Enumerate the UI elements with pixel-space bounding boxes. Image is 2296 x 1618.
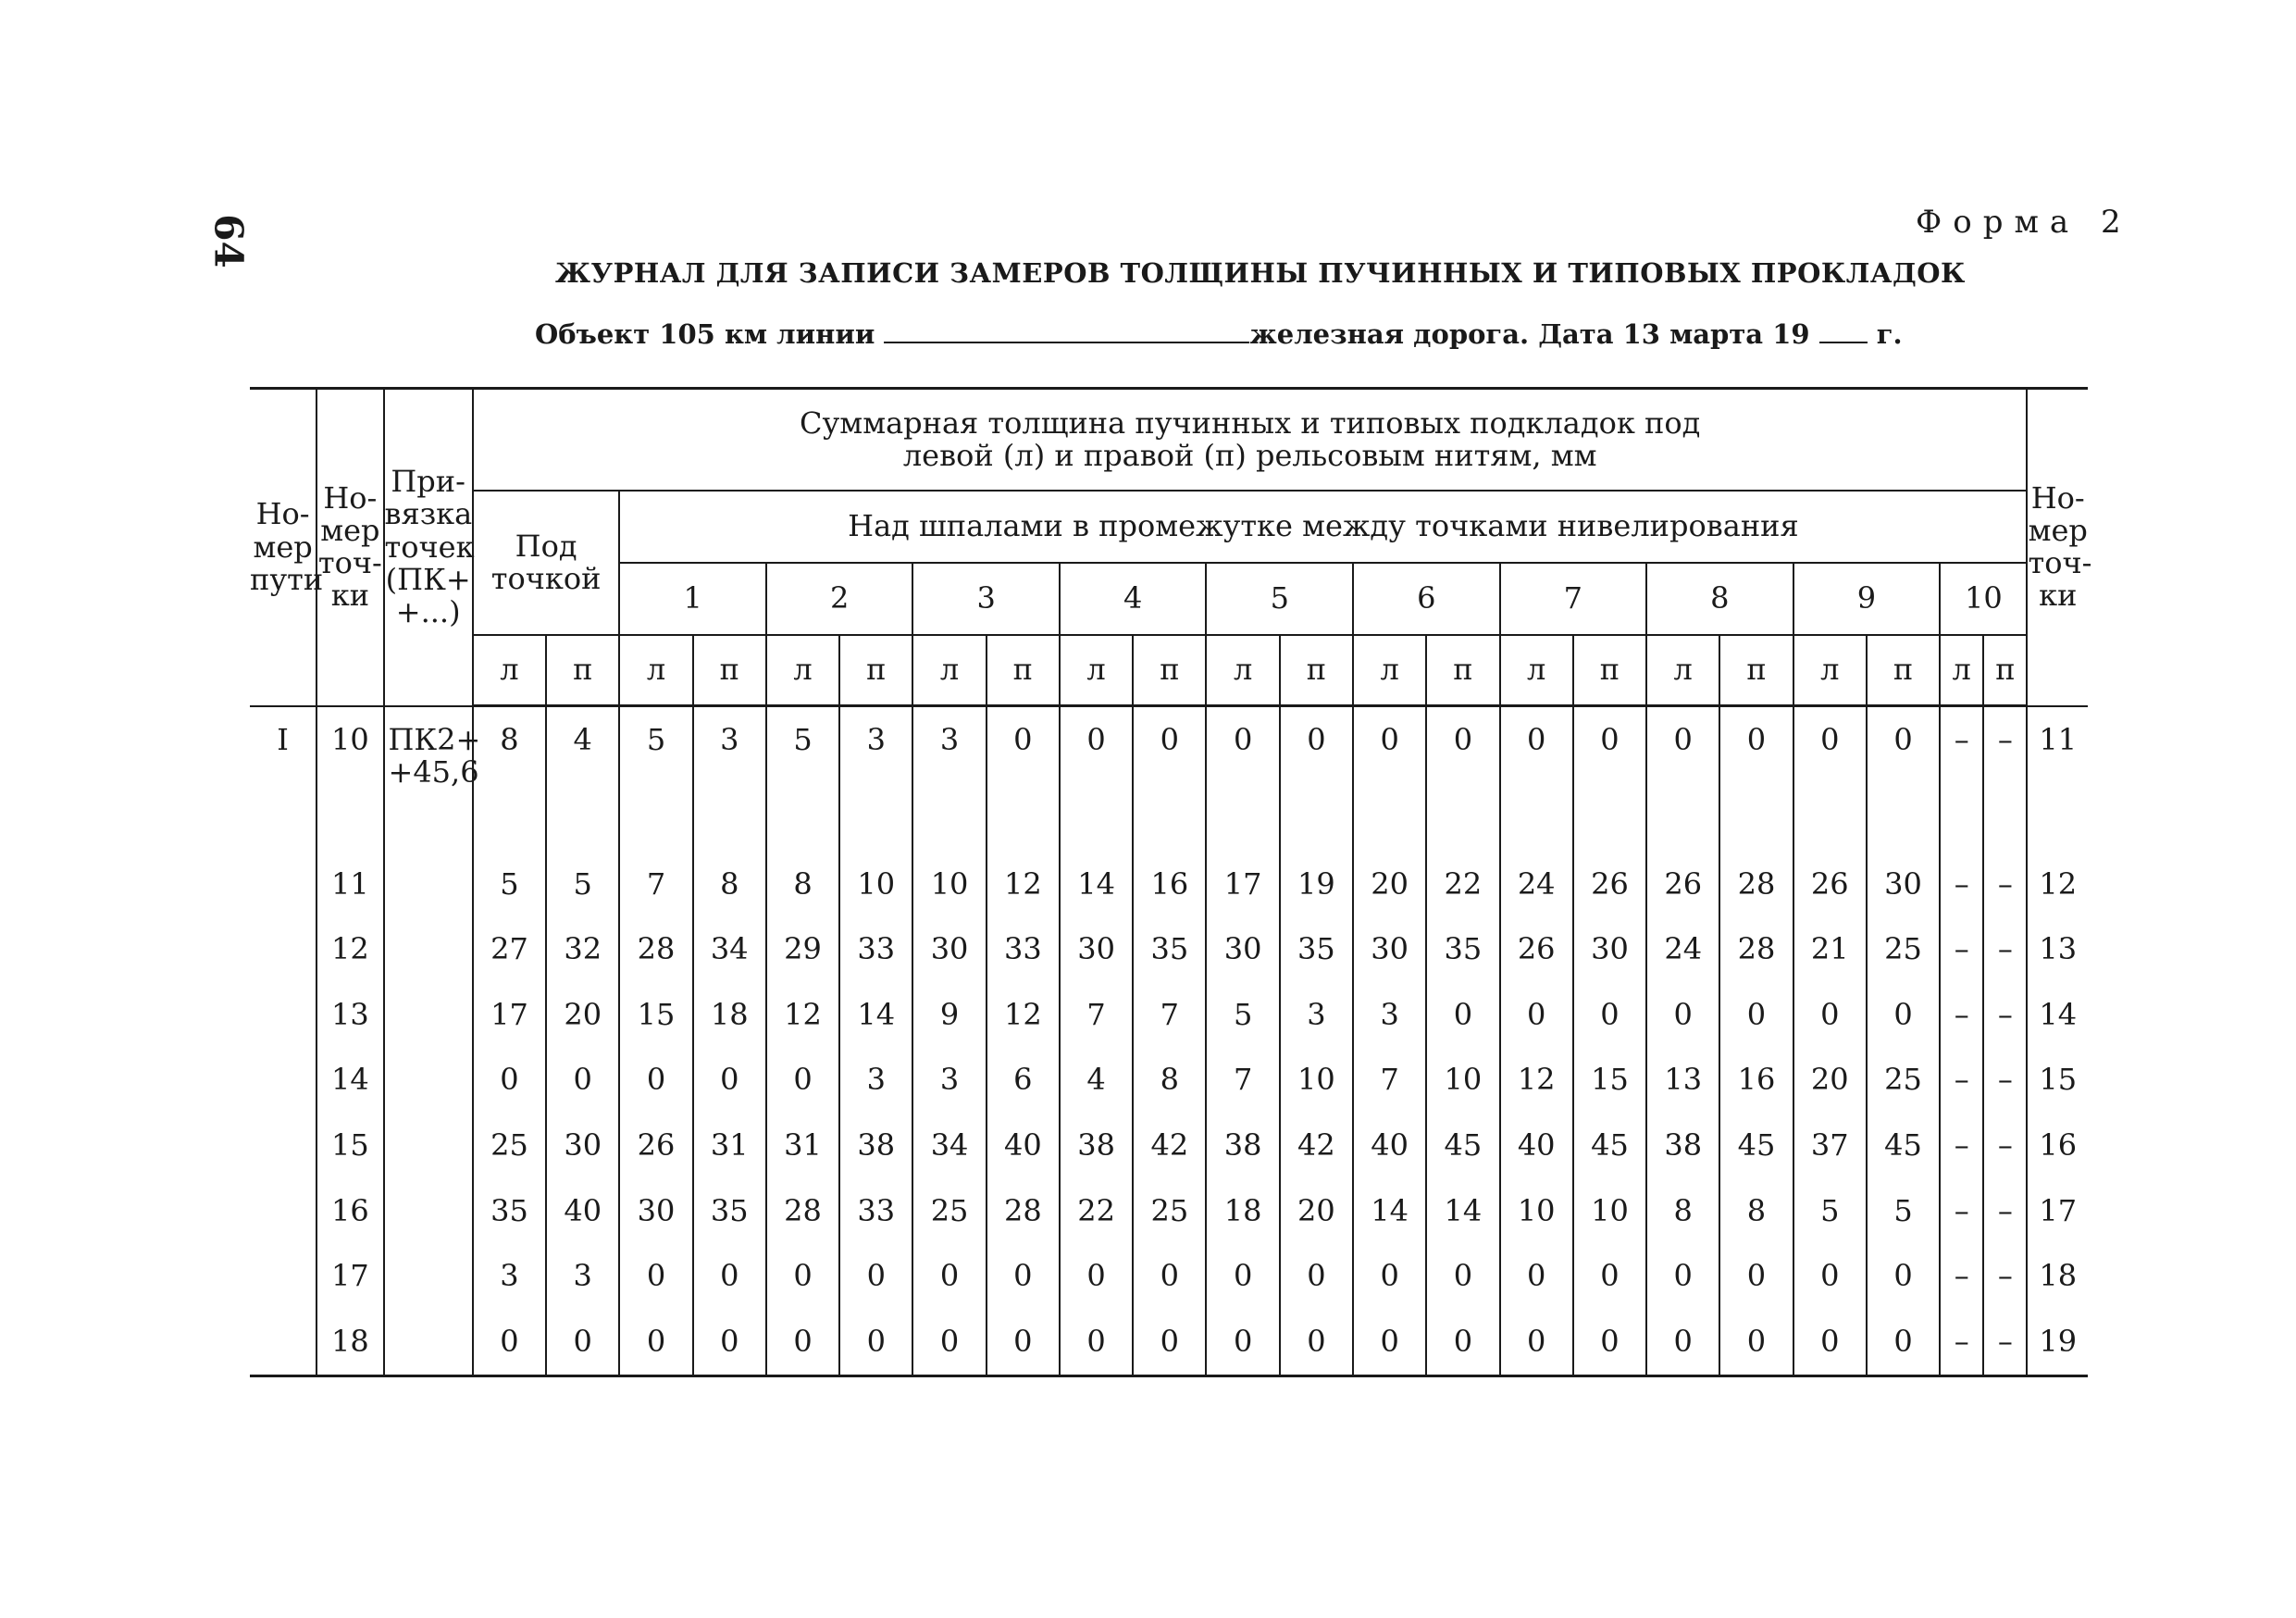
value-cell: 26	[1500, 917, 1573, 983]
value-cell: 0	[839, 1244, 912, 1310]
value-cell: 0	[1133, 1244, 1206, 1310]
value-cell: 0	[1060, 1244, 1133, 1310]
value-cell: 8	[1133, 1048, 1206, 1114]
value-cell: 40	[1353, 1113, 1426, 1178]
value-cell: 0	[839, 1309, 912, 1375]
table-row	[250, 917, 2088, 983]
value-cell: 28	[766, 1178, 839, 1244]
header-p-8: п	[1719, 635, 1793, 706]
value-cell: –	[1940, 982, 1983, 1048]
value-cell: 3	[1353, 982, 1426, 1048]
picket-binding-cell	[384, 917, 473, 983]
value-cell: 35	[693, 1178, 766, 1244]
header-group-6: 6	[1353, 563, 1500, 635]
value-cell: 5	[546, 852, 619, 917]
value-cell: 14	[1426, 1178, 1499, 1244]
value-cell: 5	[619, 706, 692, 853]
value-cell: 25	[1867, 917, 1940, 983]
value-cell: 9	[912, 982, 986, 1048]
value-cell: 0	[473, 1309, 546, 1375]
value-cell: 8	[766, 852, 839, 917]
header-l-0: л	[473, 635, 546, 706]
value-cell: 26	[1573, 852, 1646, 917]
picket-binding-cell	[384, 1178, 473, 1244]
value-cell: 0	[546, 1309, 619, 1375]
value-cell: 4	[1060, 1048, 1133, 1114]
header-group-5: 5	[1206, 563, 1353, 635]
header-p-3: п	[987, 635, 1060, 706]
value-cell: 40	[1500, 1113, 1573, 1178]
header-l-3: л	[912, 635, 986, 706]
value-cell: 32	[546, 917, 619, 983]
header-l-6: л	[1353, 635, 1426, 706]
track-number-cell	[250, 1048, 316, 1114]
year-blank	[1819, 319, 1868, 343]
header-right-point-number: Но-мер точ-ки	[2027, 389, 2088, 706]
value-cell: 5	[1867, 1178, 1940, 1244]
header-between-sleepers: Над шпалами в промежутке между точками нивелирования	[619, 491, 2027, 563]
document-title: ЖУРНАЛ ДЛЯ ЗАПИСИ ЗАМЕРОВ ТОЛЩИНЫ ПУЧИННЫХ И ТИПОВЫХ ПРОКЛАДОК	[555, 257, 1966, 289]
value-cell: 40	[546, 1178, 619, 1244]
value-cell: 42	[1133, 1113, 1206, 1178]
header-p-10: п	[1983, 635, 2027, 706]
value-cell: 28	[1719, 917, 1793, 983]
value-cell: 8	[1719, 1178, 1793, 1244]
value-cell: 3	[693, 706, 766, 853]
value-cell: 25	[912, 1178, 986, 1244]
value-cell: –	[1983, 1048, 2027, 1114]
value-cell: –	[1983, 917, 2027, 983]
value-cell: 20	[1353, 852, 1426, 917]
value-cell: 35	[1280, 917, 1353, 983]
page-number: 64	[205, 214, 252, 268]
value-cell: 0	[1867, 982, 1940, 1048]
value-cell: 10	[912, 852, 986, 917]
next-point-number-cell: 17	[2027, 1178, 2088, 1244]
value-cell: 7	[1353, 1048, 1426, 1114]
value-cell: 3	[912, 1048, 986, 1114]
value-cell: 12	[987, 852, 1060, 917]
picket-binding-cell	[384, 1244, 473, 1310]
value-cell: 30	[1353, 917, 1426, 983]
point-number-cell: 15	[316, 1113, 383, 1178]
value-cell: 3	[912, 706, 986, 853]
picket-binding-cell	[384, 1113, 473, 1178]
value-cell: 0	[1280, 706, 1353, 853]
header-group-10: 10	[1940, 563, 2027, 635]
value-cell: 19	[1280, 852, 1353, 917]
value-cell: 0	[1573, 706, 1646, 853]
point-number-cell: 11	[316, 852, 383, 917]
track-number-cell	[250, 852, 316, 917]
next-point-number-cell: 12	[2027, 852, 2088, 917]
value-cell: 5	[766, 706, 839, 853]
value-cell: –	[1940, 852, 1983, 917]
value-cell: 28	[1719, 852, 1793, 917]
value-cell: –	[1940, 1178, 1983, 1244]
next-point-number-cell: 15	[2027, 1048, 2088, 1114]
header-group-4: 4	[1060, 563, 1207, 635]
header-group-3: 3	[912, 563, 1060, 635]
value-cell: 26	[1646, 852, 1719, 917]
header-p-0: п	[546, 635, 619, 706]
value-cell: 33	[839, 917, 912, 983]
value-cell: 27	[473, 917, 546, 983]
table-row	[250, 1244, 2088, 1310]
value-cell: 35	[1133, 917, 1206, 983]
value-cell: 20	[546, 982, 619, 1048]
value-cell: –	[1983, 1113, 2027, 1178]
next-point-number-cell: 14	[2027, 982, 2088, 1048]
value-cell: 0	[912, 1309, 986, 1375]
picket-binding-cell	[384, 1309, 473, 1375]
value-cell: –	[1940, 917, 1983, 983]
value-cell: 8	[1646, 1178, 1719, 1244]
value-cell: 14	[839, 982, 912, 1048]
point-number-cell: 13	[316, 982, 383, 1048]
track-number-cell	[250, 1244, 316, 1310]
value-cell: –	[1983, 852, 2027, 917]
value-cell: 0	[1133, 706, 1206, 853]
value-cell: 0	[546, 1048, 619, 1114]
value-cell: –	[1940, 1244, 1983, 1310]
value-cell: 0	[1206, 1244, 1279, 1310]
header-point-number: Но-мер точ-ки	[316, 389, 383, 706]
value-cell: 0	[987, 1244, 1060, 1310]
value-cell: 0	[693, 1244, 766, 1310]
track-number-cell	[250, 1309, 316, 1375]
value-cell: 45	[1426, 1113, 1499, 1178]
header-p-5: п	[1280, 635, 1353, 706]
value-cell: 0	[619, 1309, 692, 1375]
header-l-5: л	[1206, 635, 1279, 706]
value-cell: 5	[1206, 982, 1279, 1048]
table-row	[250, 1113, 2088, 1178]
value-cell: 38	[1060, 1113, 1133, 1178]
header-l-4: л	[1060, 635, 1133, 706]
header-binding: При-вязка точек (ПК+ +...)	[384, 389, 473, 706]
value-cell: 8	[693, 852, 766, 917]
value-cell: 0	[1280, 1309, 1353, 1375]
value-cell: 16	[1133, 852, 1206, 917]
value-cell: 33	[839, 1178, 912, 1244]
value-cell: 0	[1573, 982, 1646, 1048]
header-p-7: п	[1573, 635, 1646, 706]
value-cell: 7	[619, 852, 692, 917]
track-number-cell	[250, 1178, 316, 1244]
line-name-blank	[884, 319, 1249, 343]
value-cell: 34	[912, 1113, 986, 1178]
table-header	[250, 389, 2092, 706]
header-group-7: 7	[1500, 563, 1647, 635]
value-cell: 6	[987, 1048, 1060, 1114]
subtitle-object: Объект 105 км линии	[535, 318, 885, 350]
value-cell: 31	[693, 1113, 766, 1178]
value-cell: 0	[693, 1309, 766, 1375]
value-cell: –	[1940, 1309, 1983, 1375]
value-cell: 0	[1867, 1309, 1940, 1375]
value-cell: 0	[1060, 706, 1133, 853]
value-cell: 0	[1719, 982, 1793, 1048]
value-cell: 0	[1573, 1309, 1646, 1375]
value-cell: 28	[987, 1178, 1060, 1244]
header-l-9: л	[1793, 635, 1867, 706]
value-cell: 0	[1793, 982, 1867, 1048]
value-cell: 0	[1646, 1309, 1719, 1375]
value-cell: 0	[1793, 1244, 1867, 1310]
value-cell: 7	[1060, 982, 1133, 1048]
value-cell: 0	[1353, 1309, 1426, 1375]
value-cell: 33	[987, 917, 1060, 983]
value-cell: 34	[693, 917, 766, 983]
value-cell: 0	[766, 1309, 839, 1375]
value-cell: 42	[1280, 1113, 1353, 1178]
value-cell: 3	[1280, 982, 1353, 1048]
value-cell: 26	[619, 1113, 692, 1178]
value-cell: 0	[1426, 706, 1499, 853]
value-cell: 0	[987, 1309, 1060, 1375]
value-cell: –	[1983, 1178, 2027, 1244]
next-point-number-cell: 18	[2027, 1244, 2088, 1310]
value-cell: 15	[619, 982, 692, 1048]
next-point-number-cell: 16	[2027, 1113, 2088, 1178]
point-number-cell: 17	[316, 1244, 383, 1310]
next-point-number-cell: 19	[2027, 1309, 2088, 1375]
value-cell: 7	[1206, 1048, 1279, 1114]
value-cell: 17	[1206, 852, 1279, 917]
value-cell: 10	[1426, 1048, 1499, 1114]
value-cell: 30	[1206, 917, 1279, 983]
table-row	[250, 1178, 2088, 1244]
value-cell: 0	[1573, 1244, 1646, 1310]
value-cell: 0	[1500, 706, 1573, 853]
value-cell: 28	[619, 917, 692, 983]
value-cell: 0	[619, 1048, 692, 1114]
value-cell: 7	[1133, 982, 1206, 1048]
table-row	[250, 852, 2088, 917]
point-number-cell: 12	[316, 917, 383, 983]
point-number-cell: 18	[316, 1309, 383, 1375]
value-cell: 30	[546, 1113, 619, 1178]
value-cell: 0	[1867, 706, 1940, 853]
value-cell: 14	[1353, 1178, 1426, 1244]
track-number-cell: I	[277, 721, 289, 757]
value-cell: 26	[1793, 852, 1867, 917]
value-cell: –	[1983, 706, 2027, 853]
value-cell: 18	[693, 982, 766, 1048]
picket-binding-cell	[384, 982, 473, 1048]
value-cell: 18	[1206, 1178, 1279, 1244]
value-cell: 0	[912, 1244, 986, 1310]
value-cell: 10	[839, 852, 912, 917]
table-row	[250, 982, 2088, 1048]
value-cell: 3	[839, 706, 912, 853]
value-cell: 0	[1353, 1244, 1426, 1310]
value-cell: 35	[1426, 917, 1499, 983]
point-number-cell: 16	[316, 1178, 383, 1244]
picket-binding-cell	[384, 852, 473, 917]
subtitle-railway-date: железная дорога. Дата 13 марта 19	[1249, 318, 1819, 350]
value-cell: 24	[1500, 852, 1573, 917]
header-l-1: л	[619, 635, 692, 706]
value-cell: 0	[1060, 1309, 1133, 1375]
value-cell: –	[1983, 982, 2027, 1048]
value-cell: 13	[1646, 1048, 1719, 1114]
value-cell: 0	[1206, 706, 1279, 853]
value-cell: 8	[473, 706, 546, 853]
value-cell: 45	[1719, 1113, 1793, 1178]
form-label: Форма 2	[1916, 204, 2132, 241]
header-summary: Суммарная толщина пучинных и типовых подкладок под левой (л) и правой (п) рельсовым нитям, мм	[473, 389, 2028, 492]
value-cell: 17	[473, 982, 546, 1048]
subtitle-year-suffix: г.	[1867, 318, 1903, 350]
value-cell: 5	[1793, 1178, 1867, 1244]
value-cell: 3	[839, 1048, 912, 1114]
value-cell: 22	[1060, 1178, 1133, 1244]
value-cell: 0	[1646, 982, 1719, 1048]
value-cell: 0	[1426, 1309, 1499, 1375]
header-p-2: п	[839, 635, 912, 706]
value-cell: 38	[1646, 1113, 1719, 1178]
value-cell: 0	[1719, 1244, 1793, 1310]
value-cell: 10	[1280, 1048, 1353, 1114]
value-cell: 22	[1426, 852, 1499, 917]
value-cell: 25	[1867, 1048, 1940, 1114]
header-p-4: п	[1133, 635, 1206, 706]
header-l-2: л	[766, 635, 839, 706]
value-cell: 15	[1573, 1048, 1646, 1114]
header-l-7: л	[1500, 635, 1573, 706]
value-cell: 0	[1646, 1244, 1719, 1310]
header-l-8: л	[1646, 635, 1719, 706]
value-cell: 45	[1573, 1113, 1646, 1178]
value-cell: 0	[1500, 982, 1573, 1048]
header-p-1: п	[693, 635, 766, 706]
value-cell: –	[1940, 1048, 1983, 1114]
header-p-9: п	[1867, 635, 1940, 706]
track-number-cell	[250, 982, 316, 1048]
value-cell: 30	[619, 1178, 692, 1244]
value-cell: 40	[987, 1113, 1060, 1178]
value-cell: 12	[1500, 1048, 1573, 1114]
value-cell: 14	[1060, 852, 1133, 917]
value-cell: 25	[473, 1113, 546, 1178]
value-cell: 10	[1573, 1178, 1646, 1244]
value-cell: 0	[987, 706, 1060, 853]
point-number-cell: 14	[316, 1048, 383, 1114]
value-cell: 25	[1133, 1178, 1206, 1244]
picket-binding-cell	[384, 1048, 473, 1114]
value-cell: –	[1983, 1244, 2027, 1310]
value-cell: –	[1940, 706, 1983, 853]
value-cell: 3	[546, 1244, 619, 1310]
header-lp-row	[250, 635, 2088, 706]
header-l-10: л	[1940, 635, 1983, 706]
value-cell: 0	[1719, 706, 1793, 853]
table-body	[250, 706, 2088, 1376]
value-cell: 37	[1793, 1113, 1867, 1178]
value-cell: 0	[619, 1244, 692, 1310]
value-cell: 38	[839, 1113, 912, 1178]
value-cell: 0	[693, 1048, 766, 1114]
value-cell: 0	[1500, 1244, 1573, 1310]
value-cell: 30	[1573, 917, 1646, 983]
header-under-point: Под точкой	[473, 491, 620, 635]
value-cell: 45	[1867, 1113, 1940, 1178]
measurement-table	[250, 387, 2092, 1377]
value-cell: 31	[766, 1113, 839, 1178]
table-row	[250, 1048, 2088, 1114]
value-cell: 0	[1500, 1309, 1573, 1375]
value-cell: 0	[473, 1048, 546, 1114]
value-cell: 30	[912, 917, 986, 983]
value-cell: 0	[1719, 1309, 1793, 1375]
value-cell: 0	[1133, 1309, 1206, 1375]
header-group-8: 8	[1646, 563, 1793, 635]
value-cell: 20	[1280, 1178, 1353, 1244]
value-cell: 0	[1426, 1244, 1499, 1310]
value-cell: 5	[473, 852, 546, 917]
value-cell: 29	[766, 917, 839, 983]
value-cell: 0	[1646, 706, 1719, 853]
value-cell: 30	[1060, 917, 1133, 983]
track-number-cell	[250, 1113, 316, 1178]
header-group-2: 2	[766, 563, 913, 635]
value-cell: –	[1983, 1309, 2027, 1375]
value-cell: 3	[473, 1244, 546, 1310]
header-group-9: 9	[1793, 563, 1941, 635]
value-cell: 35	[473, 1178, 546, 1244]
value-cell: 21	[1793, 917, 1867, 983]
value-cell: 0	[1867, 1244, 1940, 1310]
value-cell: 0	[1353, 706, 1426, 853]
header-track-number: Но-мер пути	[250, 389, 316, 706]
value-cell: 38	[1206, 1113, 1279, 1178]
value-cell: 12	[766, 982, 839, 1048]
document-subtitle	[535, 318, 1903, 350]
header-p-6: п	[1426, 635, 1499, 706]
next-point-number-cell: 13	[2027, 917, 2088, 983]
table-row	[250, 1309, 2088, 1375]
value-cell: 0	[1426, 982, 1499, 1048]
value-cell: 0	[1280, 1244, 1353, 1310]
value-cell: 10	[1500, 1178, 1573, 1244]
value-cell: 16	[1719, 1048, 1793, 1114]
value-cell: 12	[987, 982, 1060, 1048]
track-number-cell	[250, 917, 316, 983]
value-cell: 24	[1646, 917, 1719, 983]
table-row	[250, 706, 2088, 853]
value-cell: 0	[1793, 1309, 1867, 1375]
value-cell: 0	[766, 1048, 839, 1114]
value-cell: 30	[1867, 852, 1940, 917]
value-cell: 0	[1206, 1309, 1279, 1375]
value-cell: –	[1940, 1113, 1983, 1178]
value-cell: 0	[766, 1244, 839, 1310]
header-group-1: 1	[619, 563, 766, 635]
value-cell: 0	[1793, 706, 1867, 853]
value-cell: 20	[1793, 1048, 1867, 1114]
picket-binding-cell: ПК2+ +45,6	[384, 706, 473, 853]
point-number-cell: 10	[316, 706, 383, 853]
next-point-number-cell: 11	[2027, 706, 2088, 853]
value-cell: 4	[546, 706, 619, 853]
